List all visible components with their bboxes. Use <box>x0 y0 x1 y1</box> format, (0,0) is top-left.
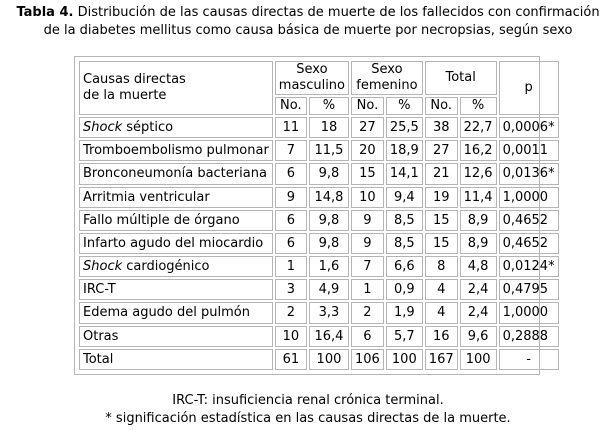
cell-male-no: 6 <box>275 233 307 254</box>
cell-cause <box>79 140 273 161</box>
cell-female-pct: 8,5 <box>386 233 423 254</box>
cell-female-pct: 25,5 <box>386 117 423 138</box>
cell-female-no: 6 <box>351 326 384 347</box>
data-table-frame <box>74 56 555 375</box>
cell-total-no: 4 <box>425 302 458 323</box>
cell-p-value: - <box>499 349 559 370</box>
subheader-female-pct: % <box>386 97 423 115</box>
cell-cause-text: Tromboembolismo pulmonar <box>83 143 269 159</box>
cell-total-pct: 100 <box>460 349 497 370</box>
table-row <box>79 117 559 138</box>
cell-male-no: 2 <box>275 302 307 323</box>
caption-text-1: Distribución de las causas directas de muerte de los fallecidos con confirmación <box>77 5 600 20</box>
cell-male-no: 11 <box>275 117 307 138</box>
cell-cause-text: Total <box>83 351 114 367</box>
cell-female-no: 1 <box>351 279 384 300</box>
cell-p-value: 0,4652 <box>499 210 559 231</box>
cell-male-no: 61 <box>275 349 307 370</box>
data-table <box>77 59 561 372</box>
cell-cause <box>79 233 273 254</box>
cell-p-value: 0,4795 <box>499 279 559 300</box>
cell-male-pct: 18 <box>309 117 349 138</box>
cell-total-pct: 16,2 <box>460 140 497 161</box>
cell-total-pct: 4,8 <box>460 256 497 277</box>
cell-female-no: 9 <box>351 233 384 254</box>
cell-male-no: 6 <box>275 163 307 184</box>
header-female-line2: femenino <box>356 78 418 93</box>
cell-male-pct: 4,9 <box>309 279 349 300</box>
table-row <box>79 256 559 277</box>
cell-total-no: 15 <box>425 233 458 254</box>
cell-p-value: 1,0000 <box>499 187 559 208</box>
cell-male-pct: 3,3 <box>309 302 349 323</box>
cell-total-pct: 22,7 <box>460 117 497 138</box>
cell-female-no: 27 <box>351 117 384 138</box>
cell-total-no: 21 <box>425 163 458 184</box>
header-group-male <box>275 61 349 95</box>
cell-female-no: 2 <box>351 302 384 323</box>
cell-cause <box>79 187 273 208</box>
table-caption <box>0 4 616 40</box>
table-body <box>79 117 559 370</box>
header-female-line1: Sexo <box>371 62 403 77</box>
header-causas <box>79 61 273 115</box>
cell-cause-text: Arritmia ventricular <box>83 189 210 205</box>
cell-total-no: 167 <box>425 349 458 370</box>
cell-total-no: 4 <box>425 279 458 300</box>
cell-female-pct: 9,4 <box>386 187 423 208</box>
cell-male-pct: 9,8 <box>309 233 349 254</box>
cell-female-pct: 6,6 <box>386 256 423 277</box>
cell-female-no: 20 <box>351 140 384 161</box>
caption-line-2: de la diabetes mellitus como causa básica de muerte por necropsias, según sexo <box>43 23 573 38</box>
cell-cause-text: Fallo múltiple de órgano <box>83 212 240 228</box>
cell-male-pct: 16,4 <box>309 326 349 347</box>
cell-cause <box>79 256 273 277</box>
cell-cause <box>79 279 273 300</box>
subheader-total-pct: % <box>460 97 497 115</box>
header-row-1 <box>79 61 559 95</box>
cell-male-no: 1 <box>275 256 307 277</box>
cell-cause-text: Bronconeumonía bacteriana <box>83 166 267 182</box>
cell-female-no: 7 <box>351 256 384 277</box>
cell-male-no: 6 <box>275 210 307 231</box>
cell-female-no: 9 <box>351 210 384 231</box>
table-row <box>79 302 559 323</box>
cell-p-value: 0,4652 <box>499 233 559 254</box>
cell-cause-italic: Shock <box>83 120 123 136</box>
cell-cause <box>79 163 273 184</box>
cell-male-no: 7 <box>275 140 307 161</box>
table-row <box>79 140 559 161</box>
cell-total-pct: 9,6 <box>460 326 497 347</box>
cell-female-pct: 5,7 <box>386 326 423 347</box>
cell-p-value: 0,0124* <box>499 256 559 277</box>
cell-cause-italic: Shock <box>83 259 123 275</box>
cell-cause <box>79 326 273 347</box>
cell-male-pct: 100 <box>309 349 349 370</box>
cell-female-pct: 14,1 <box>386 163 423 184</box>
header-p: p <box>499 61 559 115</box>
header-male-line2: masculino <box>278 78 346 93</box>
cell-female-pct: 18,9 <box>386 140 423 161</box>
cell-male-pct: 1,6 <box>309 256 349 277</box>
cell-total-pct: 2,4 <box>460 302 497 323</box>
cell-p-value: 0,0006* <box>499 117 559 138</box>
cell-total-no: 15 <box>425 210 458 231</box>
subheader-total-no: No. <box>425 97 458 115</box>
cell-female-pct: 0,9 <box>386 279 423 300</box>
cell-total-pct: 2,4 <box>460 279 497 300</box>
cell-male-pct: 14,8 <box>309 187 349 208</box>
cell-p-value: 0,2888 <box>499 326 559 347</box>
cell-cause <box>79 117 273 138</box>
cell-total-no: 8 <box>425 256 458 277</box>
cell-cause <box>79 349 273 370</box>
cell-cause-text: Otras <box>83 328 119 344</box>
header-group-female <box>351 61 423 95</box>
cell-cause <box>79 210 273 231</box>
caption-line-1 <box>0 4 616 22</box>
subheader-female-no: No. <box>351 97 384 115</box>
cell-female-no: 10 <box>351 187 384 208</box>
table-row <box>79 233 559 254</box>
table-row <box>79 187 559 208</box>
header-group-total: Total <box>425 61 497 95</box>
footnote-significance: * significación estadística en las causas directas de la muerte. <box>105 411 511 426</box>
footnotes <box>0 392 616 428</box>
header-causas-line2: de la muerte <box>83 88 167 103</box>
table-row <box>79 326 559 347</box>
cell-female-pct: 1,9 <box>386 302 423 323</box>
cell-male-no: 3 <box>275 279 307 300</box>
footnote-abbreviation: IRC-T: insuficiencia renal crónica terminal. <box>172 393 444 408</box>
cell-male-no: 10 <box>275 326 307 347</box>
cell-total-pct: 8,9 <box>460 233 497 254</box>
cell-male-pct: 9,8 <box>309 210 349 231</box>
table-row <box>79 279 559 300</box>
cell-cause <box>79 302 273 323</box>
cell-male-pct: 11,5 <box>309 140 349 161</box>
table-row <box>79 163 559 184</box>
cell-cause-text: cardiogénico <box>122 259 210 275</box>
cell-male-pct: 9,8 <box>309 163 349 184</box>
cell-male-no: 9 <box>275 187 307 208</box>
subheader-male-pct: % <box>309 97 349 115</box>
cell-total-no: 38 <box>425 117 458 138</box>
table-row <box>79 349 559 370</box>
cell-total-no: 19 <box>425 187 458 208</box>
cell-cause-text: séptico <box>122 120 174 136</box>
cell-total-pct: 8,9 <box>460 210 497 231</box>
cell-total-no: 27 <box>425 140 458 161</box>
cell-female-pct: 100 <box>386 349 423 370</box>
cell-cause-text: Edema agudo del pulmón <box>83 305 250 321</box>
table-row <box>79 210 559 231</box>
cell-total-pct: 12,6 <box>460 163 497 184</box>
caption-label: Tabla 4. <box>16 5 74 20</box>
cell-p-value: 0,0136* <box>499 163 559 184</box>
cell-cause-text: IRC-T <box>83 282 116 298</box>
header-causas-line1: Causas directas <box>83 72 186 87</box>
cell-p-value: 1,0000 <box>499 302 559 323</box>
cell-female-no: 106 <box>351 349 384 370</box>
cell-total-pct: 11,4 <box>460 187 497 208</box>
cell-p-value: 0,0011 <box>499 140 559 161</box>
cell-female-no: 15 <box>351 163 384 184</box>
cell-female-pct: 8,5 <box>386 210 423 231</box>
cell-total-no: 16 <box>425 326 458 347</box>
subheader-male-no: No. <box>275 97 307 115</box>
header-male-line1: Sexo <box>296 62 328 77</box>
cell-cause-text: Infarto agudo del miocardio <box>83 235 264 251</box>
